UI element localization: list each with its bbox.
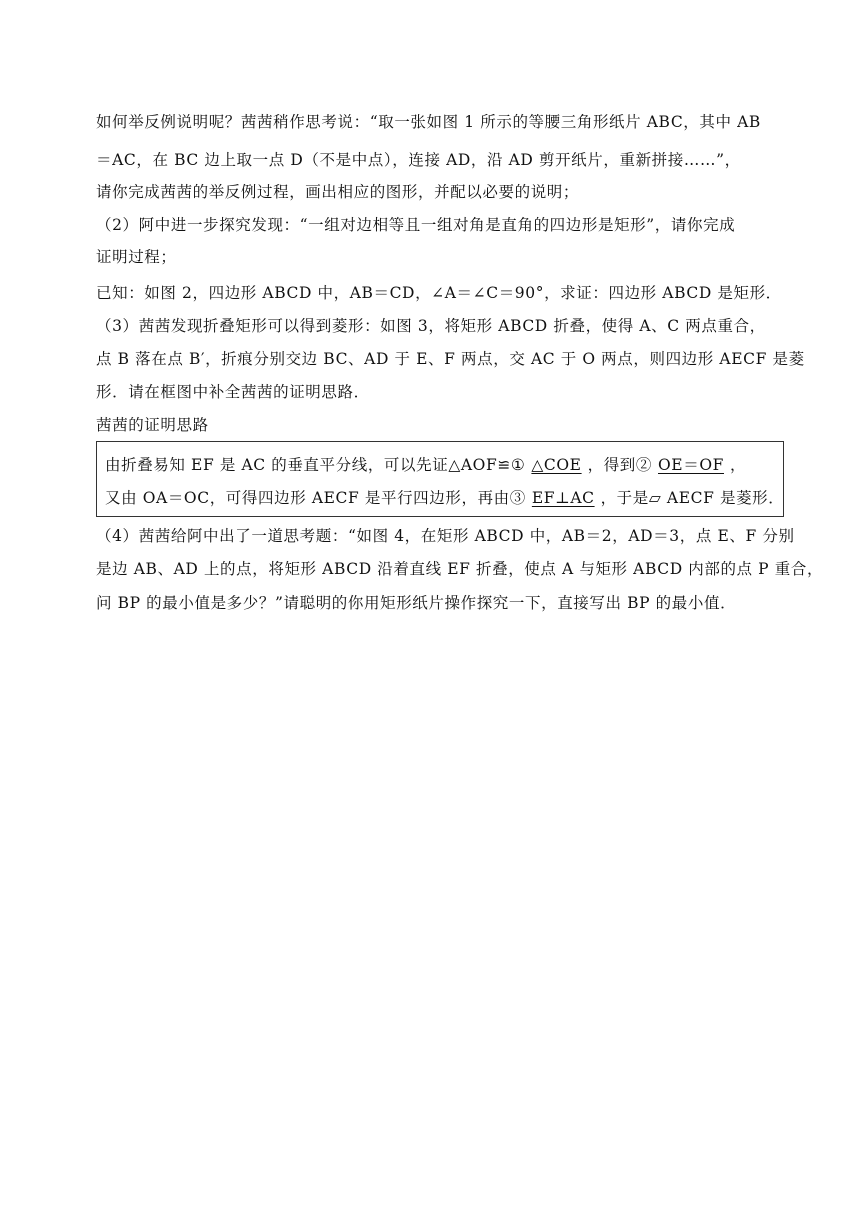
part2-given: 已知：如图 2，四边形 ABCD 中，AB＝CD，∠A＝∠C＝90°，求证：四边形 ABCD 是矩形． bbox=[96, 284, 782, 302]
proof-line1 bbox=[105, 453, 746, 475]
proof-line2 bbox=[105, 486, 784, 508]
part3-line3: 形．请在框图中补全茜茜的证明思路． bbox=[96, 383, 370, 401]
answer-2: OE＝OF bbox=[658, 456, 724, 474]
part1-line3: 请你完成茜茜的举反例过程，画出相应的图形，并配以必要的说明； bbox=[96, 183, 580, 201]
proof-text-1: 由折叠易知 EF 是 AC 的垂直平分线，可以先证△AOF≌① bbox=[105, 456, 526, 474]
proof-text-4: 又由 OA＝OC，可得四边形 AECF 是平行四边形，再由③ bbox=[105, 489, 526, 507]
proof-text-5: ，于是▱ AECF 是菱形． bbox=[600, 489, 785, 507]
part4-line3: 问 BP 的最小值是多少？”请聪明的你用矩形纸片操作探究一下，直接写出 BP 的最小值． bbox=[96, 594, 737, 612]
part1-line2: ＝AC，在 BC 边上取一点 D（不是中点），连接 AD，沿 AD 剪开纸片，重新拼接……”， bbox=[96, 151, 741, 169]
part3-line1: （3）茜茜发现折叠矩形可以得到菱形：如图 3，将矩形 ABCD 折叠，使得 A、C 两点重合， bbox=[96, 317, 766, 335]
proof-box-title: 茜茜的证明思路 bbox=[96, 416, 209, 434]
part4-line2: 是边 AB、AD 上的点，将矩形 ABCD 沿着直线 EF 折叠，使点 A 与矩形 ABCD 内部的点 P 重合， bbox=[96, 560, 824, 578]
proof-text-2: ，得到② bbox=[587, 456, 652, 474]
answer-3: EF⊥AC bbox=[531, 489, 595, 507]
answer-1: △COE bbox=[531, 456, 582, 474]
part2-line2: 证明过程； bbox=[96, 248, 177, 266]
proof-outline-box bbox=[96, 441, 784, 517]
part4-line1: （4）茜茜给阿中出了一道思考题：“如图 4，在矩形 ABCD 中，AB＝2，AD＝3，点 E、F 分别 bbox=[96, 527, 795, 545]
part2-line1: （2）阿中进一步探究发现：“一组对边相等且一组对角是直角的四边形是矩形”，请你完成 bbox=[96, 216, 736, 234]
part1-line1: 如何举反例说明呢？茜茜稍作思考说：“取一张如图 1 所示的等腰三角形纸片 ABC，其中 AB bbox=[96, 113, 761, 131]
part3-line2: 点 B 落在点 B′，折痕分别交边 BC、AD 于 E、F 两点，交 AC 于 O 两点，则四边形 AECF 是菱 bbox=[96, 350, 805, 368]
proof-text-3: ， bbox=[729, 456, 747, 474]
